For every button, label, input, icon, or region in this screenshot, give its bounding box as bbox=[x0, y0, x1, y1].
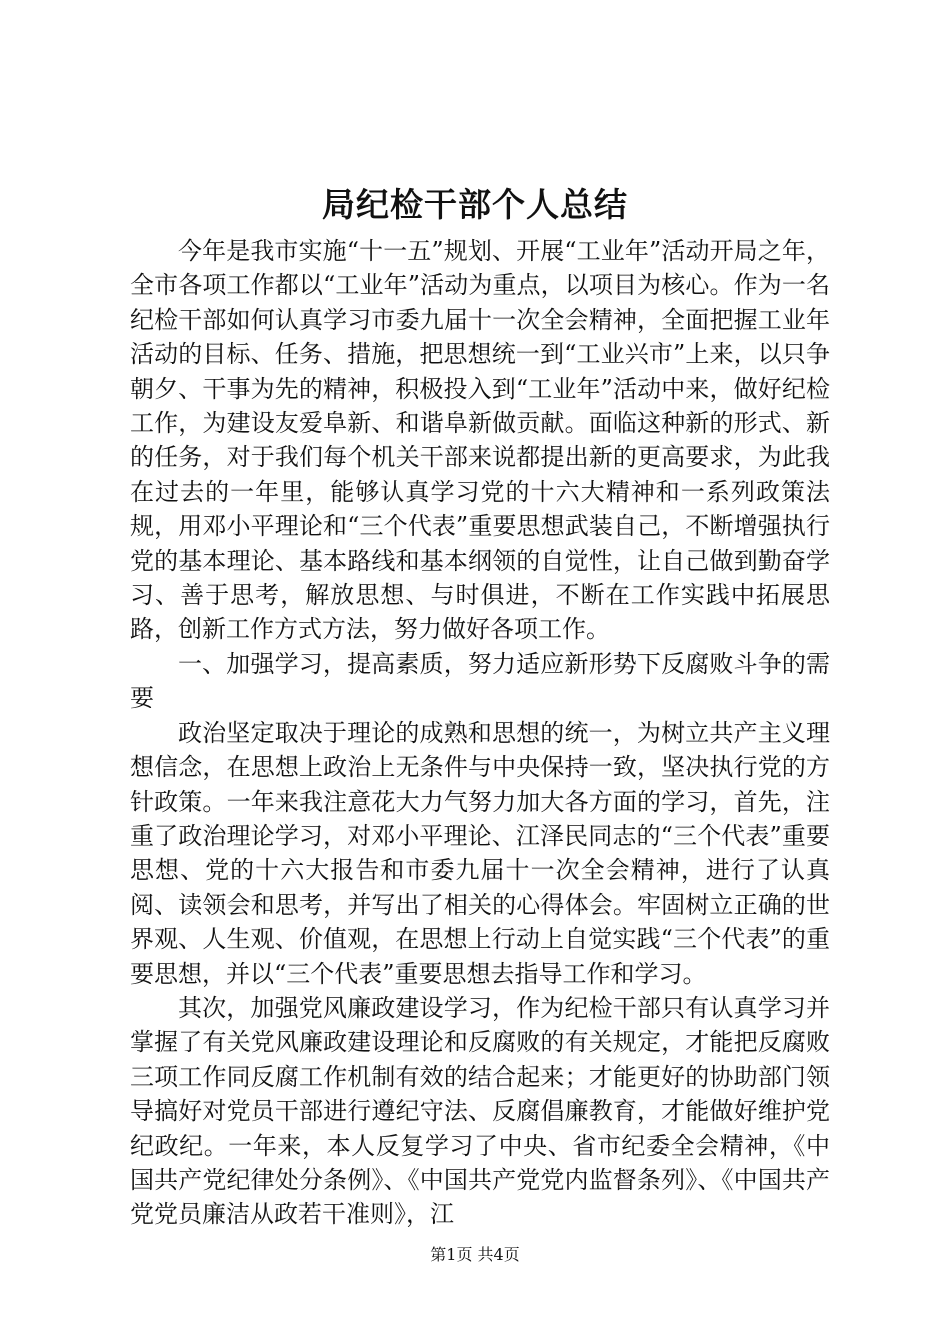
document-title: 局纪检干部个人总结 bbox=[322, 185, 628, 224]
paragraph-political-study: 政治坚定取决于理论的成熟和思想的统一，为树立共产主义理想信念，在思想上政治上无条件与中央保持一致，坚决执行党的方针政策。一年来我注意花大力气努力加大各方面的学习，首先，注重了政治理论学习，对邓小平理论、江泽民同志的“三个代表”重要思想、党的十六大报告和市委九届十一次全会精神，进行了认真阅、读领会和思考，并写出了相关的心得体会。牢固树立正确的世界观、人生观、价值观，在思想上行动上自觉实践“三个代表”的重要思想，并以“三个代表”重要思想去指导工作和学习。 bbox=[130, 718, 830, 988]
section-heading-1: 一、加强学习，提高素质，努力适应新形势下反腐败斗争的需要 bbox=[130, 649, 830, 713]
paragraph-intro: 今年是我市实施“十一五”规划、开展“工业年”活动开局之年，全市各项工作都以“工业年”活动为重点，以项目为核心。作为一名纪检干部如何认真学习市委九届十一次全会精神，全面把握工业年活动的目标、任务、措施，把思想统一到“工业兴市”上来，以只争朝夕、干事为先的精神，积极投入到“工业年”活动中来，做好纪检工作，为建设友爱阜新、和谐阜新做贡献。面临这种新的形式、新的任务，对于我们每个机关干部来说都提出新的更高要求，为此我在过去的一年里，能够认真学习党的十六大精神和一系列政策法规，用邓小平理论和“三个代表”重要思想武装自己，不断增强执行党的基本理论、基本路线和基本纲领的自觉性，让自己做到勤奋学习、善于思考，解放思想、与时俱进，不断在工作实践中拓展思路，创新工作方式方法，努力做好各项工作。 bbox=[130, 237, 830, 644]
page-footer: 第1页 共4页 bbox=[430, 1245, 520, 1264]
paragraph-integrity-study: 其次，加强党风廉政建设学习，作为纪检干部只有认真学习并掌握了有关党风廉政建设理论和反腐败的有关规定，才能把反腐败三项工作同反腐工作机制有效的结合起来；才能更好的协助部门领导搞好对党员干部进行遵纪守法、反腐倡廉教育，才能做好维护党纪政纪。一年来，本人反复学习了中央、省市纪委全会精神，《中国共产党纪律处分条例》、《中国共产党党内监督条列》、《中国共产党党员廉洁从政若干准则》，江 bbox=[130, 993, 830, 1229]
document-body bbox=[130, 234, 830, 1232]
